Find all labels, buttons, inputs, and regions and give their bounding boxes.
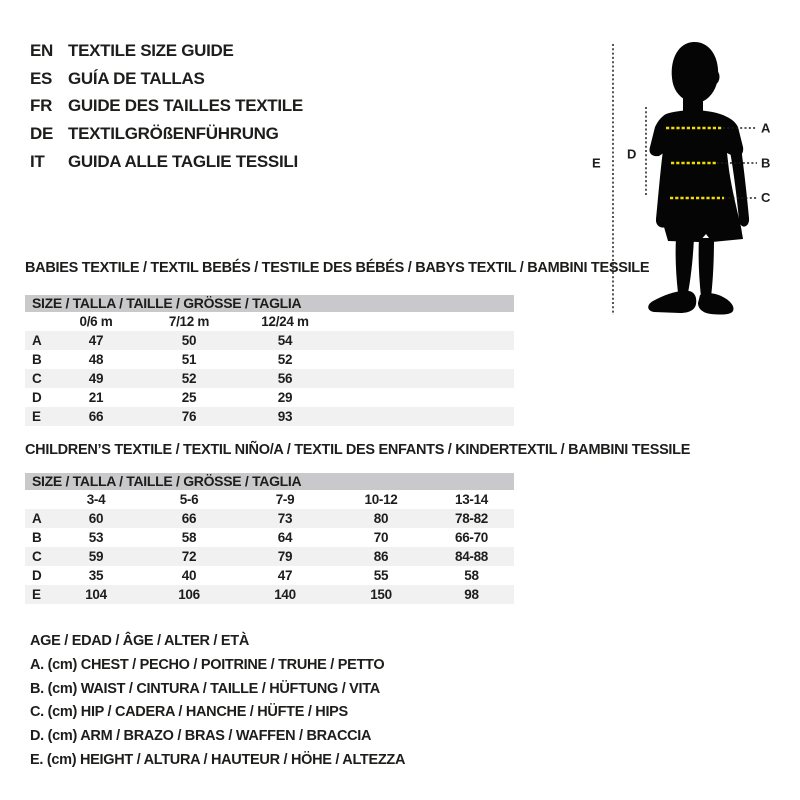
column-header: 0/6 m [79, 314, 113, 329]
size-value-cell: 73 [277, 511, 293, 526]
legend-line-age: AGE / EDAD / ÂGE / ALTER / ETÀ [30, 633, 249, 649]
size-value-cell: 47 [277, 568, 293, 583]
size-value-cell: 50 [181, 333, 197, 348]
column-header: 7-9 [275, 492, 295, 507]
lang-row-en [30, 37, 303, 65]
size-value-cell: 51 [181, 352, 197, 367]
size-value-cell: 55 [373, 568, 389, 583]
corner-cell [25, 490, 51, 509]
size-value-cell: 66 [181, 511, 197, 526]
legend-line-waist: B. (cm) WAIST / CINTURA / TAILLE / HÜFTUNG / VITA [30, 680, 380, 697]
legend-line-arm: D. (cm) ARM / BRAZO / BRAS / WAFFEN / BRACCIA [30, 728, 372, 745]
legend-line-chest: A. (cm) CHEST / PECHO / POITRINE / TRUHE / PETTO [30, 656, 385, 673]
table-row [25, 331, 514, 350]
measurement-legend [30, 630, 405, 773]
size-value-cell: 53 [88, 530, 104, 545]
table-row [25, 509, 514, 528]
row-key-cell: D [32, 568, 42, 583]
size-value-cell: 35 [88, 568, 104, 583]
column-header-row [25, 312, 514, 331]
size-value-cell: 60 [88, 511, 104, 526]
size-value-cell: 54 [277, 333, 293, 348]
column-header: 3-4 [86, 492, 106, 507]
row-key-cell: A [32, 333, 42, 348]
size-value-cell: 80 [373, 511, 389, 526]
size-value-cell: 106 [178, 587, 200, 602]
lang-code: ES [30, 68, 53, 88]
child-silhouette [648, 42, 749, 315]
size-value-cell: 72 [181, 549, 197, 564]
table-row [25, 528, 514, 547]
legend-line-height: E. (cm) HEIGHT / ALTURA / HAUTEUR / HÖHE / ALTEZZA [30, 751, 406, 768]
size-value-cell: 79 [277, 549, 293, 564]
size-value-cell: 76 [181, 409, 197, 424]
table-row [25, 407, 514, 426]
lang-row-fr [30, 92, 303, 120]
lang-label: TEXTILGRÖßENFÜHRUNG [68, 124, 279, 144]
size-value-cell: 104 [85, 587, 107, 602]
size-value-cell: 56 [277, 371, 293, 386]
lang-label: GUIDA ALLE TAGLIE TESSILI [68, 151, 298, 171]
column-header: 5-6 [179, 492, 199, 507]
size-figure-diagram [580, 25, 800, 325]
row-key-cell: B [32, 530, 42, 545]
legend-line-hip: C. (cm) HIP / CADERA / HANCHE / HÜFTE / HIPS [30, 704, 348, 721]
silhouette-ear [711, 70, 720, 84]
label-e: E [592, 155, 601, 171]
size-value-cell: 98 [464, 587, 479, 602]
lang-code: FR [30, 96, 53, 116]
size-value-cell: 40 [181, 568, 197, 583]
column-header: 13-14 [454, 492, 489, 507]
size-value-cell: 58 [181, 530, 197, 545]
lang-code: EN [30, 41, 54, 60]
size-value-cell: 84-88 [454, 549, 489, 564]
row-key-cell: C [32, 549, 42, 564]
lang-label: GUÍA DE TALLAS [68, 68, 205, 88]
size-value-cell: 66 [88, 409, 104, 424]
lang-label: GUIDE DES TAILLES TEXTILE [68, 96, 303, 116]
table-row [25, 369, 514, 388]
size-value-cell: 48 [88, 352, 104, 367]
size-value-cell: 86 [373, 549, 389, 564]
silhouette-right-leg [699, 238, 714, 297]
row-key-cell: A [32, 511, 42, 526]
size-value-cell: 70 [373, 530, 389, 545]
size-value-cell: 59 [88, 549, 104, 564]
size-value-cell: 52 [181, 371, 197, 386]
label-d: D [627, 146, 637, 162]
size-value-cell: 64 [277, 530, 293, 545]
size-value-cell: 49 [88, 371, 104, 386]
lang-code: IT [30, 151, 45, 171]
silhouette-left-arm [656, 150, 670, 228]
label-c: C [761, 190, 771, 205]
column-header: 12/24 m [261, 314, 309, 329]
language-list [30, 37, 303, 176]
size-value-cell: 66-70 [454, 530, 489, 545]
children-size-bar: SIZE / TALLA / TAILLE / GRÖSSE / TAGLIA [25, 473, 514, 490]
size-value-cell: 47 [88, 333, 104, 348]
table-row [25, 388, 514, 407]
lang-row-es [30, 65, 303, 93]
row-key-cell: E [32, 409, 41, 424]
size-value-cell: 29 [277, 390, 293, 405]
lang-code: DE [30, 124, 54, 144]
silhouette-right-shoe [698, 293, 734, 314]
children-size-table [25, 490, 514, 604]
column-header-row [25, 490, 514, 509]
silhouette-head [672, 42, 718, 103]
row-key-cell: D [32, 390, 42, 405]
size-value-cell: 25 [181, 390, 197, 405]
label-a: A [761, 120, 771, 136]
row-key-cell: C [32, 371, 42, 386]
silhouette-left-leg [676, 238, 694, 293]
size-value-cell: 140 [274, 587, 296, 602]
table-row [25, 566, 514, 585]
size-value-cell: 21 [88, 390, 104, 405]
size-value-cell: 150 [370, 587, 392, 602]
size-value-cell: 93 [277, 409, 293, 424]
row-key-cell: E [32, 587, 41, 602]
lang-row-it [30, 148, 303, 176]
size-value-cell: 58 [464, 568, 479, 583]
row-key-cell: B [32, 352, 42, 367]
size-value-cell: 52 [277, 352, 293, 367]
table-row [25, 585, 514, 604]
babies-size-bar: SIZE / TALLA / TAILLE / GRÖSSE / TAGLIA [25, 295, 514, 312]
babies-size-table [25, 312, 514, 426]
size-value-cell: 78-82 [454, 511, 489, 526]
lang-label: TEXTILE SIZE GUIDE [68, 41, 234, 60]
column-header: 7/12 m [168, 314, 210, 329]
lang-row-de [30, 120, 303, 148]
table-row [25, 350, 514, 369]
corner-cell [25, 312, 51, 331]
babies-section-heading: BABIES TEXTILE / TEXTIL BEBÉS / TESTILE DES BÉBÉS / BABYS TEXTIL / BAMBINI TESSILE [25, 260, 650, 276]
silhouette-left-shoe [648, 291, 696, 313]
label-b: B [761, 155, 771, 171]
column-header: 10-12 [364, 492, 398, 507]
table-row [25, 547, 514, 566]
children-section-heading: CHILDREN’S TEXTILE / TEXTIL NIÑO/A / TEXTIL DES ENFANTS / KINDERTEXTIL / BAMBINI TESSILE [25, 442, 691, 458]
